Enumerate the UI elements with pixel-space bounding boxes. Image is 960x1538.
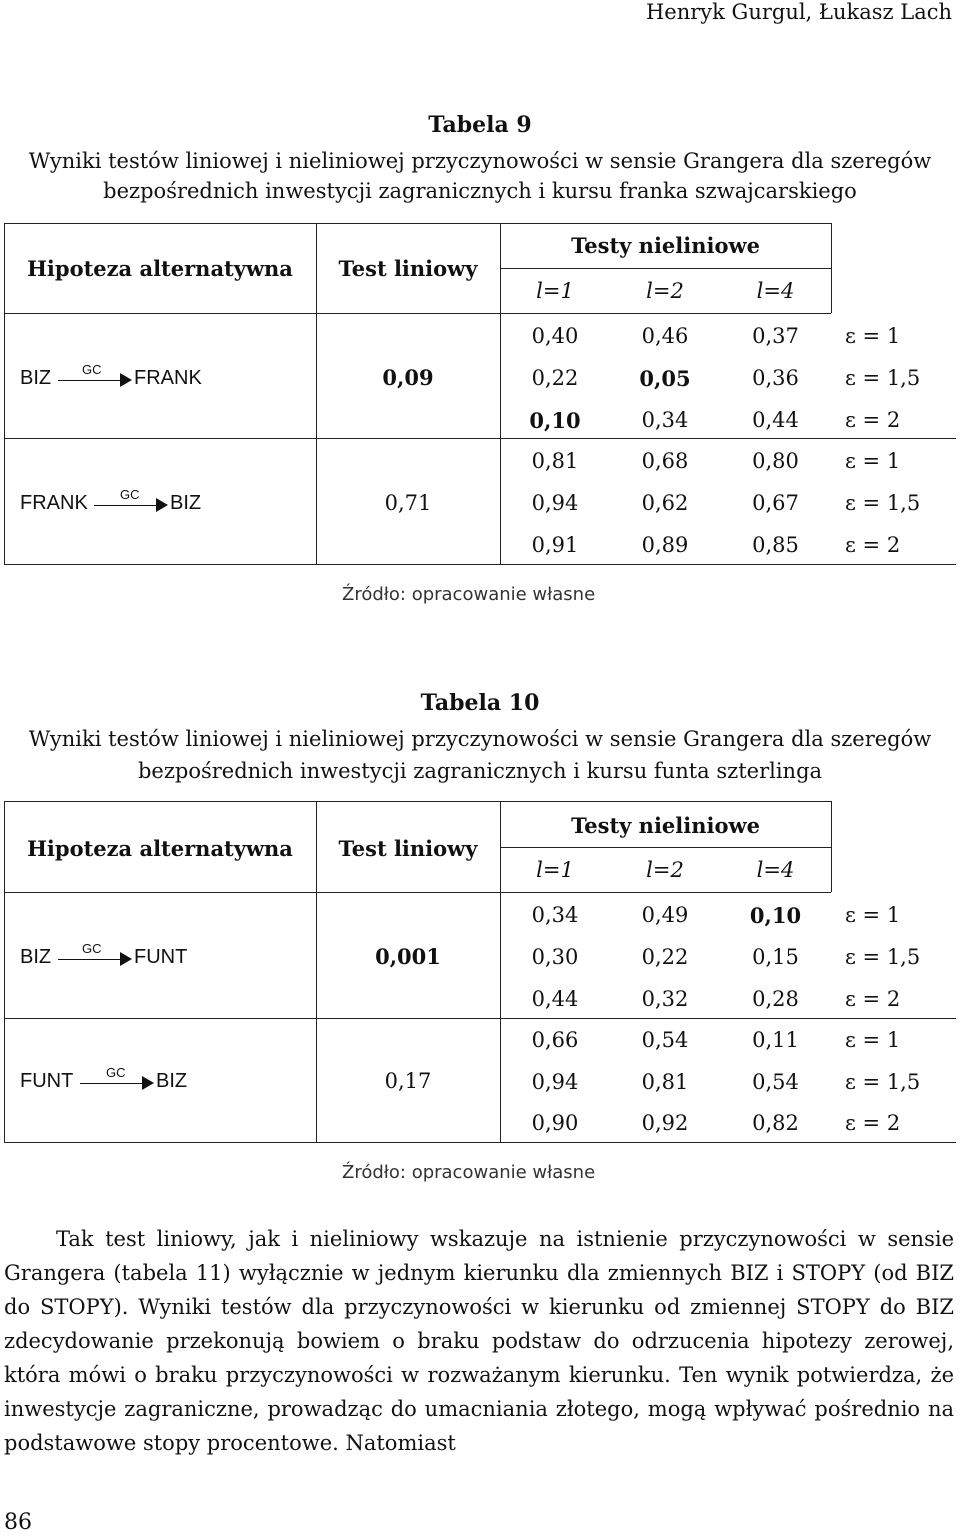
rule-group-separator — [4, 1018, 956, 1019]
value-cell: 0,15 — [752, 945, 799, 969]
body-paragraph — [4, 1222, 954, 1460]
value-cell: 0,22 — [531, 366, 579, 390]
epsilon-cell: ε = 2 — [845, 408, 901, 432]
header-nonlinear: Testy nieliniowe — [571, 813, 760, 838]
table-caption-line2: bezpośrednich inwestycji zagranicznych i kursu funta szterlinga — [137, 759, 823, 783]
value-cell: 0,34 — [531, 903, 579, 927]
epsilon-cell: ε = 1,5 — [845, 945, 921, 969]
value-cell-significant: 0,10 — [529, 408, 581, 433]
table-number: Tabela 9 — [428, 112, 532, 138]
hypothesis-to: BIZ — [156, 1070, 188, 1092]
epsilon-cell: ε = 2 — [845, 987, 901, 1011]
value-cell-significant: 0,05 — [639, 366, 691, 391]
vline-right — [831, 801, 832, 892]
hypothesis-to: FRANK — [134, 367, 202, 389]
value-cell: 0,62 — [641, 491, 689, 515]
value-cell: 0,40 — [531, 324, 579, 348]
hypothesis-from: BIZ — [20, 946, 52, 968]
body-text: Tak test liniowy, jak i nieliniowy wskazuje na istnienie przyczynowości w sensie Grangera (tabela 11) wyłącznie w jednym kierunku dla zmiennych BIZ i STOPY (od BIZ do STOPY). Wyniki testów dla przyczynowości w kierunku od zmiennej STOPY do BIZ zdecydowanie przekonują bowiem o braku podstaw do odrzucenia hipotezy zerowej, która mówi o braku przyczynowości w rozważanym kierunku. Ten wynik potwierdza, że inwestycje zagraniczne, prowadząc do umacniania złotego, mogą wpływać pośrednio na podstawowe stopy procentowe. Natomiast — [4, 1227, 954, 1455]
value-cell: 0,44 — [752, 408, 799, 432]
table-caption-line2: bezpośrednich inwestycji zagranicznych i kursu franka szwajcarskiego — [103, 179, 857, 203]
page-number: 86 — [4, 1510, 32, 1535]
value-cell-significant: 0,10 — [749, 903, 802, 928]
epsilon-cell: ε = 1,5 — [845, 1070, 921, 1094]
value-cell: 0,81 — [531, 449, 579, 473]
value-cell: 0,54 — [641, 1028, 689, 1052]
epsilon-cell: ε = 1,5 — [845, 491, 921, 515]
epsilon-cell: ε = 1 — [845, 449, 901, 473]
lag-header: l=4 — [756, 279, 795, 303]
linear-value: 0,17 — [384, 1069, 432, 1093]
value-cell: 0,94 — [531, 491, 579, 515]
table-source: Źródło: opracowanie własne — [342, 1162, 596, 1183]
value-cell: 0,28 — [752, 987, 799, 1011]
hypothesis-to: BIZ — [170, 492, 202, 514]
header-hypothesis: Hipoteza alternatywna — [27, 836, 293, 861]
linear-value: 0,09 — [382, 365, 434, 390]
running-header: Henryk Gurgul, Łukasz Lach — [645, 0, 952, 24]
rule-top — [4, 801, 831, 802]
header-linear: Test liniowy — [338, 836, 478, 861]
gc-label: GC — [106, 1065, 126, 1080]
table-caption-line1: Wyniki testów liniowej i nieliniowej przyczynowości w sensie Grangera dla szeregów — [28, 727, 932, 751]
value-cell: 0,49 — [641, 903, 689, 927]
value-cell: 0,32 — [641, 987, 689, 1011]
value-cell: 0,36 — [752, 366, 799, 390]
header-linear: Test liniowy — [338, 256, 478, 281]
epsilon-cell: ε = 1,5 — [845, 366, 921, 390]
lag-header: l=1 — [536, 279, 574, 303]
hypothesis-from: BIZ — [20, 367, 52, 389]
table-caption-line1: Wyniki testów liniowej i nieliniowej przyczynowości w sensie Grangera dla szeregów — [28, 149, 932, 173]
value-cell: 0,67 — [752, 491, 799, 515]
value-cell: 0,66 — [531, 1028, 579, 1052]
value-cell: 0,92 — [641, 1111, 689, 1135]
linear-value: 0,001 — [375, 944, 441, 969]
gc-label: GC — [120, 487, 140, 502]
lag-header: l=1 — [536, 858, 574, 882]
value-cell: 0,94 — [531, 1070, 579, 1094]
value-cell: 0,68 — [641, 449, 689, 473]
gc-label: GC — [82, 941, 102, 956]
arrowhead-icon — [142, 1076, 154, 1090]
value-cell: 0,30 — [531, 945, 579, 969]
hypothesis-from: FUNT — [20, 1070, 74, 1092]
lag-header: l=2 — [646, 858, 684, 882]
linear-value: 0,71 — [384, 491, 432, 515]
hypothesis-from: FRANK — [20, 492, 88, 514]
header-nonlinear: Testy nieliniowe — [571, 233, 760, 258]
value-cell: 0,85 — [752, 533, 799, 557]
value-cell: 0,11 — [752, 1028, 799, 1052]
value-cell: 0,37 — [752, 324, 799, 348]
granger-arrow — [58, 959, 122, 960]
value-cell: 0,91 — [531, 533, 579, 557]
epsilon-cell: ε = 1 — [845, 903, 901, 927]
rule-lag — [500, 847, 831, 848]
rule-bottom — [4, 1142, 956, 1143]
rule-header-bottom — [4, 892, 831, 893]
arrowhead-icon — [120, 952, 132, 966]
value-cell: 0,22 — [641, 945, 689, 969]
value-cell: 0,44 — [531, 987, 579, 1011]
value-cell: 0,80 — [752, 449, 799, 473]
granger-arrow — [80, 1083, 144, 1084]
table-source: Źródło: opracowanie własne — [342, 584, 596, 605]
value-cell: 0,34 — [641, 408, 689, 432]
epsilon-cell: ε = 2 — [845, 533, 901, 557]
value-cell: 0,90 — [531, 1111, 579, 1135]
table-number: Tabela 10 — [420, 690, 540, 716]
epsilon-cell: ε = 1 — [845, 324, 901, 348]
gc-label: GC — [82, 362, 102, 377]
value-cell: 0,81 — [641, 1070, 689, 1094]
epsilon-cell: ε = 1 — [845, 1028, 901, 1052]
lag-header: l=2 — [646, 279, 684, 303]
value-cell: 0,89 — [641, 533, 689, 557]
header-hypothesis: Hipoteza alternatywna — [27, 256, 293, 281]
epsilon-cell: ε = 2 — [845, 1111, 901, 1135]
value-cell: 0,54 — [752, 1070, 799, 1094]
lag-header: l=4 — [756, 858, 795, 882]
value-cell: 0,82 — [752, 1111, 799, 1135]
value-cell: 0,46 — [641, 324, 689, 348]
hypothesis-to: FUNT — [134, 946, 188, 968]
